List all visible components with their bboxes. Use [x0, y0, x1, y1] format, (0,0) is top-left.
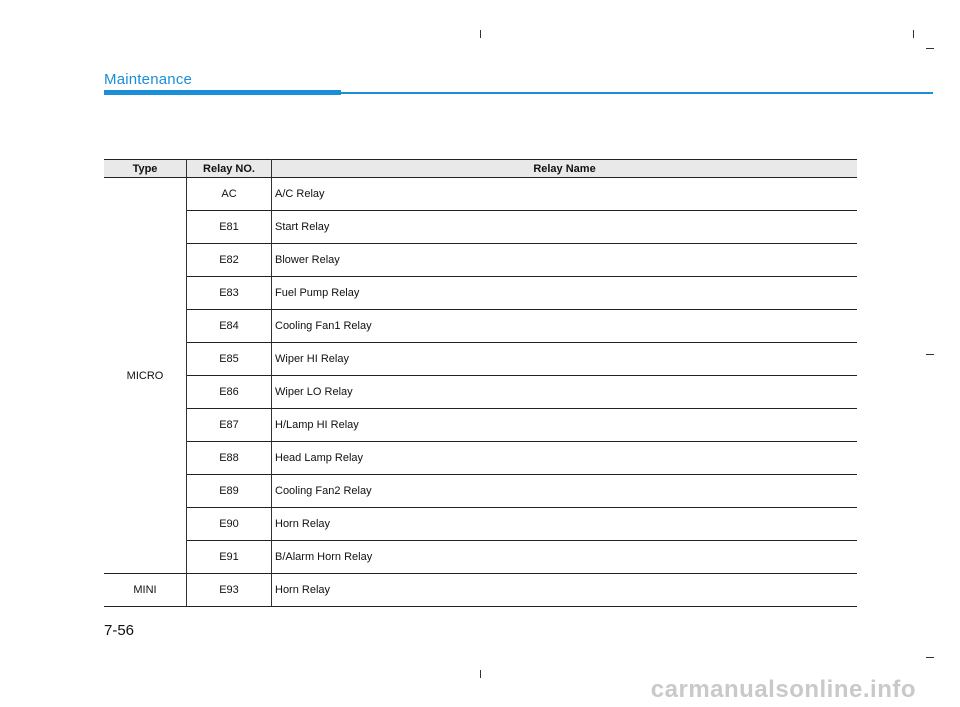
relay-number-cell: E88 — [187, 442, 272, 475]
relay-name-cell: Cooling Fan2 Relay — [272, 475, 858, 508]
table-row — [104, 178, 857, 211]
relay-name-cell: B/Alarm Horn Relay — [272, 541, 858, 574]
relay-name-cell: A/C Relay — [272, 178, 858, 211]
relay-name-cell: Blower Relay — [272, 244, 858, 277]
relay-number-cell: E83 — [187, 277, 272, 310]
relay-number-cell: E89 — [187, 475, 272, 508]
table-row — [104, 244, 857, 277]
relay-number-cell: E86 — [187, 376, 272, 409]
crop-mark — [480, 30, 481, 38]
table-row — [104, 310, 857, 343]
relay-name-cell: Head Lamp Relay — [272, 442, 858, 475]
section-title: Maintenance — [104, 71, 193, 88]
relay-number-cell: E84 — [187, 310, 272, 343]
relay-name-cell: Wiper LO Relay — [272, 376, 858, 409]
header-rule-accent — [104, 90, 341, 95]
table-row — [104, 508, 857, 541]
relay-name-cell: Fuel Pump Relay — [272, 277, 858, 310]
header-rule — [341, 92, 933, 94]
table-header-row — [104, 160, 857, 178]
relay-type-cell: MICRO — [104, 178, 187, 574]
relay-number-cell: E81 — [187, 211, 272, 244]
table-row — [104, 409, 857, 442]
column-header-type: Type — [104, 160, 187, 178]
table-row — [104, 277, 857, 310]
relay-name-cell: Wiper HI Relay — [272, 343, 858, 376]
relay-name-cell: Cooling Fan1 Relay — [272, 310, 858, 343]
crop-mark — [926, 354, 934, 355]
watermark: carmanualsonline.info — [650, 676, 916, 703]
column-header-relay-name: Relay Name — [272, 160, 858, 178]
relay-number-cell: E87 — [187, 409, 272, 442]
table-row — [104, 574, 857, 607]
relay-number-cell: AC — [187, 178, 272, 211]
table-row — [104, 442, 857, 475]
crop-mark — [926, 657, 934, 658]
column-header-relay-no: Relay NO. — [187, 160, 272, 178]
relay-type-cell: MINI — [104, 574, 187, 607]
relay-number-cell: E82 — [187, 244, 272, 277]
relay-name-cell: Horn Relay — [272, 574, 858, 607]
relay-name-cell: Start Relay — [272, 211, 858, 244]
page-number: 7-56 — [104, 622, 135, 639]
relay-number-cell: E93 — [187, 574, 272, 607]
relay-number-cell: E85 — [187, 343, 272, 376]
relay-table — [104, 159, 857, 607]
table-row — [104, 376, 857, 409]
relay-number-cell: E90 — [187, 508, 272, 541]
table-row — [104, 475, 857, 508]
crop-mark — [913, 30, 914, 38]
relay-name-cell: Horn Relay — [272, 508, 858, 541]
relay-name-cell: H/Lamp HI Relay — [272, 409, 858, 442]
crop-mark — [480, 670, 481, 678]
relay-table-body — [104, 178, 857, 607]
crop-mark — [926, 48, 934, 49]
relay-number-cell: E91 — [187, 541, 272, 574]
table-row — [104, 541, 857, 574]
table-row — [104, 343, 857, 376]
table-row — [104, 211, 857, 244]
